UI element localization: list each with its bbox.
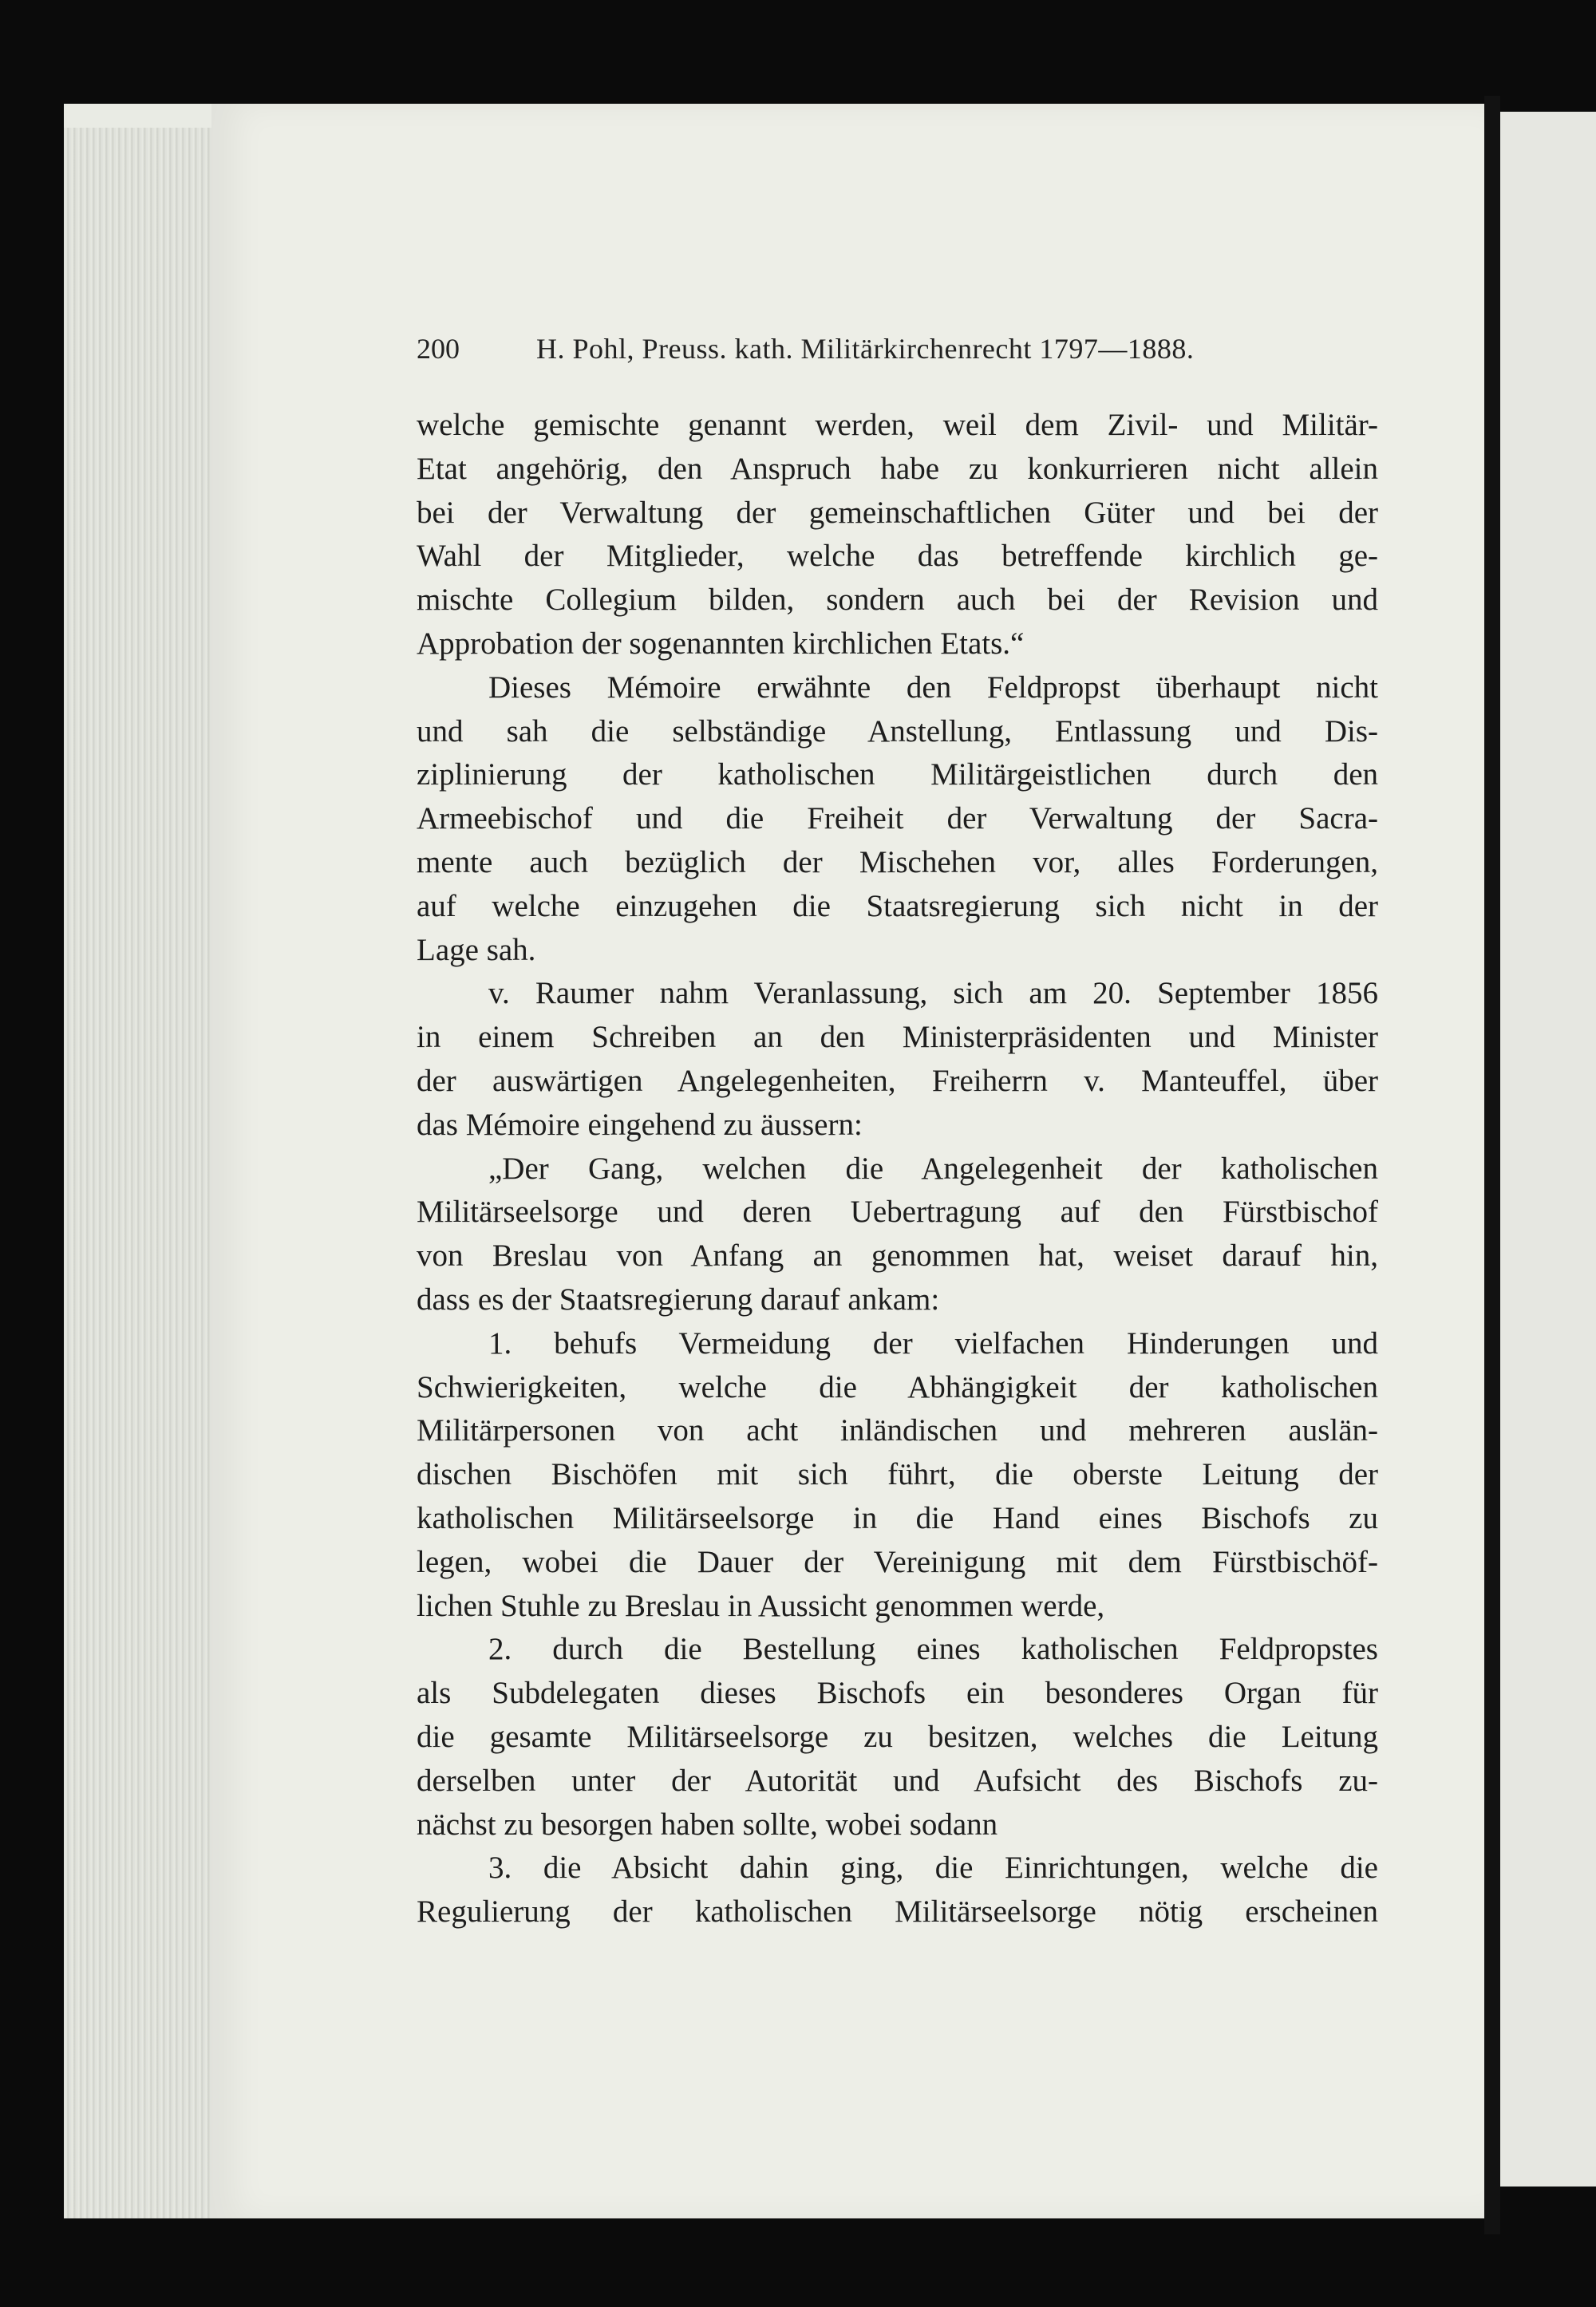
running-header (417, 332, 1378, 380)
text-line: Militärseelsorge und deren Uebertragung auf den Fürstbischof (417, 1195, 1378, 1230)
text-line: katholischen Militärseelsorge in die Hand eines Bischofs zu (417, 1501, 1378, 1535)
text-line: mischte Collegium bilden, sondern auch bei der Revision und (417, 583, 1378, 618)
text-line: mente auch bezüglich der Mischehen vor, alles Forderungen, (417, 845, 1378, 879)
running-title: H. Pohl, Preuss. kath. Militärkirchenrecht 1797—1888. (536, 333, 1195, 365)
text-line: welche gemischte genannt werden, weil dem Zivil- und Militär- (417, 408, 1378, 442)
text-line: Militärpersonen von acht inländischen und mehreren auslän- (417, 1413, 1378, 1448)
text-line: bei der Verwaltung der gemeinschaftlichen Güter und bei der (417, 495, 1378, 530)
text-line: „Der Gang, welchen die Angelegenheit der katholischen (488, 1151, 1378, 1186)
text-line: legen, wobei die Dauer der Vereinigung mit dem Fürstbischöf- (417, 1544, 1378, 1579)
text-line: von Breslau von Anfang an genommen hat, weiset darauf hin, (417, 1238, 1378, 1274)
text-line: als Subdelegaten dieses Bischofs ein besonderes Organ für (417, 1676, 1378, 1711)
text-line: Etat angehörig, den Anspruch habe zu konkurrieren nicht allein (417, 451, 1378, 486)
text-line: das Mémoire eingehend zu äussern: (417, 1107, 863, 1142)
text-line: Approbation der sogenannten kirchlichen Etats.“ (417, 626, 1025, 661)
text-line: Dieses Mémoire erwähnte den Feldpropst überhaupt nicht (488, 670, 1378, 705)
text-line: derselben unter der Autorität und Aufsicht des Bischofs zu- (417, 1763, 1378, 1798)
page-edges (64, 128, 223, 2218)
text-line: 1. behufs Vermeidung der vielfachen Hinderungen und (488, 1325, 1378, 1361)
text-line: Wahl der Mitglieder, welche das betreffende kirchlich ge- (417, 539, 1378, 574)
text-line: in einem Schreiben an den Ministerpräsidenten und Minister (417, 1020, 1378, 1055)
page-number: 200 (417, 333, 460, 365)
text-line: 3. die Absicht dahin ging, die Einrichtungen, welche die (488, 1851, 1378, 1886)
text-line: die gesamte Militärseelsorge zu besitzen, welches die Leitung (417, 1720, 1378, 1754)
text-line: der auswärtigen Angelegenheiten, Freiherrn v. Manteuffel, über (417, 1064, 1378, 1098)
text-line: und sah die selbständige Anstellung, Entlassung und Dis- (417, 713, 1378, 749)
text-line: dass es der Staatsregierung darauf ankam: (417, 1282, 940, 1317)
text-line: dischen Bischöfen mit sich führt, die oberste Leitung der (417, 1457, 1378, 1492)
text-line: Regulierung der katholischen Militärseelsorge nötig erscheinen (417, 1894, 1378, 1930)
text-line: lichen Stuhle zu Breslau in Aussicht genommen werde, (417, 1588, 1105, 1623)
book-gutter (1484, 96, 1500, 2234)
text-line: v. Raumer nahm Veranlassung, sich am 20. September 1856 (488, 976, 1378, 1011)
text-line: nächst zu besorgen haben sollte, wobei sodann (417, 1807, 998, 1842)
text-line: 2. durch die Bestellung eines katholischen Feldpropstes (488, 1632, 1378, 1667)
text-line: Armeebischof und die Freiheit der Verwaltung der Sacra- (417, 801, 1378, 836)
text-line: Schwierigkeiten, welche die Abhängigkeit der katholischen (417, 1369, 1378, 1404)
text-line: auf welche einzugehen die Staatsregierung sich nicht in der (417, 888, 1378, 923)
facing-page-edge (1500, 112, 1596, 2187)
text-line: Lage sah. (417, 932, 536, 967)
text-line: ziplinierung der katholischen Militärgeistlichen durch den (417, 757, 1378, 792)
